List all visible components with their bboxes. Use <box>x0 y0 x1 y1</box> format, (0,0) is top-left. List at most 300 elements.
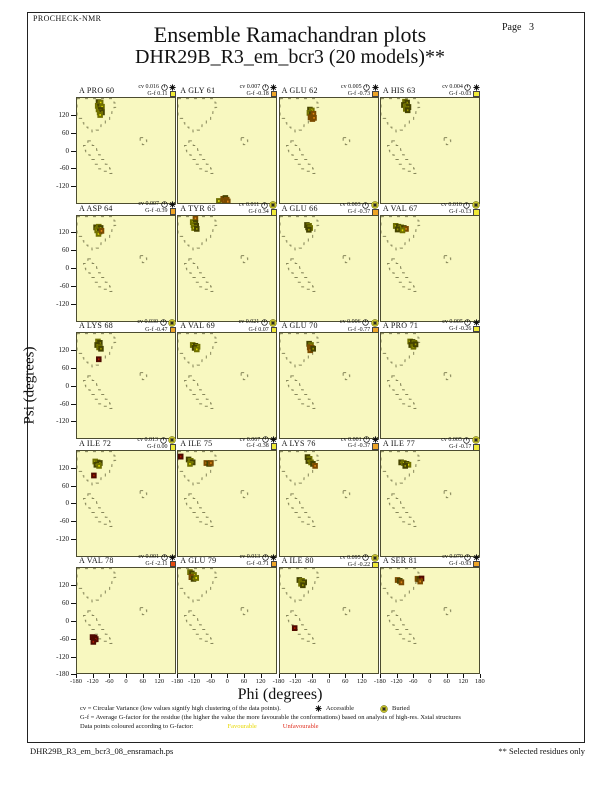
legend-favourable-label: Favourable <box>227 723 257 730</box>
region-beta <box>178 569 217 602</box>
cv-value: cv 0.003 <box>339 201 361 208</box>
y-tick-label: -120 <box>56 535 69 543</box>
cv-value: cv 0.070 <box>442 554 463 561</box>
accessible-icon <box>473 319 480 326</box>
gf-value: G-f -0.39 <box>145 208 168 215</box>
ramachandran-panel <box>380 215 480 322</box>
y-tick-mark <box>71 603 76 604</box>
cv-value: cv 0.013 <box>137 437 158 444</box>
page-title: Ensemble Ramachandran plots <box>153 22 427 47</box>
model-point <box>99 347 103 351</box>
legend-gf-text: G-f = Average G-factor for the residue (the higher the value the more favourable the conformations) based on analysis of high-res. Xstal structures <box>80 714 461 721</box>
gf-value: G-f -0.18 <box>246 90 269 97</box>
x-tick-label: 0 <box>428 678 432 686</box>
cv-dial-icon <box>464 554 471 561</box>
legend-buried-label: Buried <box>392 705 410 712</box>
legend-accessible-label: Accessible <box>325 705 354 712</box>
region-l_alpha <box>241 490 248 497</box>
ramachandran-panel <box>380 332 480 439</box>
region-alpha <box>387 376 415 409</box>
y-tick-mark <box>71 404 76 405</box>
accessible-icon <box>169 84 176 91</box>
model-point <box>179 454 183 458</box>
cv-dial-icon <box>464 84 471 91</box>
ramachandran-panel <box>76 215 176 322</box>
region-l_alpha <box>444 255 451 262</box>
y-tick-label: 0 <box>65 146 69 155</box>
region-l_alpha <box>343 373 350 380</box>
residue-label: A TYR 65 <box>180 203 216 213</box>
gf-value: G-f -0.03 <box>449 90 472 97</box>
ramachandran-panel <box>279 215 379 322</box>
model-point <box>209 461 213 465</box>
cv-value: cv 0.005 <box>441 437 462 444</box>
residue-label: A HIS 63 <box>382 86 416 95</box>
region-l_alpha <box>241 608 248 615</box>
y-tick-mark <box>71 268 76 269</box>
cv-value: cv 0.007 <box>239 83 261 90</box>
cv-dial-icon <box>463 437 470 444</box>
panel-stats <box>428 201 480 216</box>
region-alpha <box>286 258 314 291</box>
y-tick-mark <box>71 539 76 540</box>
ramachandran-panel <box>380 97 480 204</box>
cv-value: cv 0.030 <box>137 319 158 326</box>
region-l_alpha <box>140 608 147 615</box>
page-subtitle: DHR29B_R3_em_bcr3 (20 models)** <box>135 46 445 68</box>
buried-icon <box>269 201 277 209</box>
gf-value: G-f -0.17 <box>449 444 472 451</box>
residue-label: A VAL 78 <box>79 556 114 566</box>
panel-stats <box>124 84 176 98</box>
ramachandran-panel <box>380 567 480 674</box>
x-tick-label: 0 <box>326 678 331 686</box>
model-point <box>189 462 193 466</box>
accessible-icon <box>315 705 322 712</box>
residue-label: A ILE 75 <box>180 438 213 448</box>
ramachandran-panel <box>279 567 379 674</box>
cv-value: cv 0.067 <box>239 436 261 443</box>
residue-label: A PRO 60 <box>79 86 115 95</box>
y-tick-mark <box>71 486 76 487</box>
model-point <box>401 228 405 232</box>
region-l_alpha <box>343 138 350 145</box>
buried-icon <box>472 201 480 209</box>
region-alpha <box>387 258 415 291</box>
cv-dial-icon <box>463 202 470 209</box>
region-l_alpha <box>241 138 248 145</box>
cv-value: cv 0.021 <box>238 319 260 326</box>
ramachandran-panel <box>76 567 176 674</box>
y-tick-label: -120 <box>56 417 69 426</box>
region-l_alpha <box>444 373 451 380</box>
x-tick-label: -60 <box>104 678 114 686</box>
accessible-icon <box>270 436 277 443</box>
panel-stats <box>225 436 277 450</box>
model-point <box>293 627 297 631</box>
panel-stats <box>428 436 480 451</box>
region-l_alpha <box>241 255 248 262</box>
residue-label: A VAL 69 <box>180 321 216 331</box>
residue-label: A GLU 70 <box>281 321 318 331</box>
gf-value: G-f 0.00 <box>147 444 168 451</box>
model-point <box>98 113 102 117</box>
y-tick-label: 120 <box>58 228 69 237</box>
accessible-icon <box>169 554 176 561</box>
model-point <box>396 227 400 231</box>
y-tick-label: 60 <box>62 481 69 490</box>
cv-dial-icon <box>363 84 370 91</box>
region-l_alpha <box>343 255 350 262</box>
cv-dial-icon <box>160 437 167 444</box>
x-tick-label: -180 <box>272 678 285 686</box>
y-tick-label: -120 <box>56 299 69 308</box>
panel-stats <box>327 554 379 569</box>
model-point <box>312 116 316 120</box>
region-l_alpha <box>343 608 350 615</box>
residue-label: A PRO 71 <box>382 321 419 331</box>
cv-value: cv 0.095 <box>339 554 361 561</box>
region-alpha <box>387 611 415 644</box>
gf-value: G-f -0.93 <box>449 560 472 567</box>
x-tick-label: -60 <box>206 678 215 686</box>
panel-stats <box>124 201 176 215</box>
x-tick-label: -60 <box>307 678 317 686</box>
y-tick-label: -180 <box>56 670 69 679</box>
region-l_alpha <box>343 490 350 497</box>
y-tick-mark <box>71 421 76 422</box>
legend-cv-text: cv = Circular Variance (low values signify high clustering of the data points). <box>80 705 281 712</box>
region-beta <box>77 569 116 602</box>
y-tick-mark <box>71 621 76 622</box>
buried-icon <box>472 436 480 444</box>
page-number: Page 3 <box>502 22 534 33</box>
y-tick-mark <box>71 232 76 233</box>
region-beta <box>381 99 420 132</box>
accessible-icon <box>372 436 379 443</box>
region-beta <box>178 99 217 132</box>
model-point <box>97 464 101 468</box>
cv-dial-icon <box>362 319 369 326</box>
y-tick-mark <box>71 585 76 586</box>
x-tick-label: -120 <box>86 678 99 686</box>
residue-label: A GLU 79 <box>180 556 217 566</box>
region-alpha <box>84 376 112 409</box>
accessible-icon <box>372 84 379 91</box>
cv-dial-icon <box>160 319 167 326</box>
x-tick-label: 60 <box>139 678 146 686</box>
model-point <box>97 358 101 362</box>
region-alpha <box>84 258 112 291</box>
gf-value: G-f -2.11 <box>145 560 168 567</box>
panel-stats <box>327 436 379 450</box>
residue-label: A ILE 80 <box>281 556 314 566</box>
panel-stats <box>225 84 277 98</box>
y-tick-label: -60 <box>59 399 69 408</box>
y-tick-label: 0 <box>65 499 69 508</box>
panel-stats <box>428 319 480 333</box>
y-tick-label: 0 <box>65 381 69 390</box>
x-tick-label: 120 <box>458 678 469 686</box>
region-l_alpha <box>444 490 451 497</box>
region-beta <box>280 216 319 249</box>
model-point <box>92 473 96 477</box>
residue-label: A SER 81 <box>382 556 418 566</box>
residue-label: A GLU 62 <box>281 86 318 95</box>
y-tick-label: 60 <box>62 128 69 137</box>
y-tick-mark <box>71 350 76 351</box>
y-tick-label: -60 <box>59 281 69 290</box>
model-point <box>418 580 422 584</box>
region-alpha <box>387 494 415 527</box>
region-beta <box>178 451 217 484</box>
cv-value: cv 0.016 <box>138 83 159 90</box>
panel-stats <box>124 319 176 334</box>
ramachandran-panel <box>76 332 176 439</box>
cv-value: cv 0.007 <box>138 201 159 208</box>
region-l_alpha <box>140 138 147 145</box>
cv-value: cv 0.005 <box>442 318 463 325</box>
panel-stats <box>225 554 277 568</box>
accessible-icon <box>169 201 176 208</box>
legend-unfavourable-label: Unfavourable <box>282 723 319 730</box>
x-tick-label: 120 <box>255 678 266 686</box>
cv-dial-icon <box>362 202 369 209</box>
cv-value: cv 0.001 <box>340 436 362 443</box>
region-l_alpha <box>140 490 147 497</box>
ramachandran-panel <box>76 450 176 557</box>
y-tick-mark <box>71 521 76 522</box>
ramachandran-panel <box>177 332 277 439</box>
ramachandran-panel <box>76 97 176 204</box>
gf-value: G-f -0.38 <box>246 443 269 450</box>
legend <box>80 704 550 731</box>
region-beta <box>381 451 420 484</box>
region-beta <box>381 334 420 367</box>
app-name: PROCHECK-NMR <box>33 14 102 23</box>
y-tick-mark <box>71 168 76 169</box>
y-tick-mark <box>71 368 76 369</box>
y-tick-mark <box>71 115 76 116</box>
y-tick-label: -120 <box>56 182 69 191</box>
panel-stats <box>124 436 176 451</box>
x-tick-label: -60 <box>408 678 418 686</box>
ramachandran-panel <box>177 450 277 557</box>
residue-label: A ILE 72 <box>79 438 112 448</box>
panel-stats <box>327 319 379 334</box>
model-point <box>311 347 315 351</box>
gf-value: G-f 0.11 <box>147 90 168 97</box>
residue-label: A LYS 68 <box>79 321 114 331</box>
footer-note: ** Selected residues only <box>498 746 585 756</box>
model-point <box>400 581 404 585</box>
buried-icon <box>371 554 379 562</box>
ramachandran-panel <box>177 97 277 204</box>
y-tick-label: -60 <box>59 517 69 526</box>
panel-stats <box>124 554 176 568</box>
y-tick-label: 0 <box>65 264 69 273</box>
region-alpha <box>286 494 314 527</box>
region-alpha <box>286 141 314 174</box>
x-tick-label: 0 <box>225 678 229 686</box>
cv-value: cv 0.010 <box>441 201 462 208</box>
cv-dial-icon <box>464 319 471 326</box>
residue-label: A ILE 77 <box>382 438 416 448</box>
model-point <box>195 227 199 231</box>
y-tick-label: 60 <box>62 246 69 255</box>
ramachandran-panel <box>279 97 379 204</box>
cv-dial-icon <box>261 202 268 209</box>
model-point <box>217 199 221 203</box>
x-tick-label: 60 <box>240 678 248 686</box>
gf-value: G-f -0.71 <box>246 560 269 567</box>
model-point <box>195 348 199 352</box>
y-tick-mark <box>71 133 76 134</box>
y-tick-mark <box>71 186 76 187</box>
y-tick-mark <box>71 386 76 387</box>
cv-value: cv 0.011 <box>238 201 260 208</box>
footer-filename: DHR29B_R3_em_bcr3_08_ensramach.ps <box>30 746 174 756</box>
residue-label: A GLU 66 <box>281 203 318 213</box>
residue-label: A GLY 61 <box>180 86 216 95</box>
y-tick-mark <box>71 304 76 305</box>
buried-icon <box>380 705 388 713</box>
region-l_alpha <box>444 608 451 615</box>
region-l_alpha <box>140 373 147 380</box>
y-tick-label: 120 <box>58 110 69 119</box>
ramachandran-panel <box>177 215 277 322</box>
cv-value: cv 0.001 <box>138 554 159 561</box>
y-axis-label: Psi (degrees) <box>21 346 38 425</box>
x-tick-label: -120 <box>188 678 200 686</box>
model-point <box>301 584 305 588</box>
panel-stats <box>327 84 379 98</box>
x-tick-label: 60 <box>342 678 349 686</box>
ramachandran-panel <box>380 450 480 557</box>
region-beta <box>381 569 420 602</box>
ramachandran-panel <box>279 332 379 439</box>
region-alpha <box>185 611 213 644</box>
accessible-icon <box>270 554 277 561</box>
region-alpha <box>185 376 213 409</box>
buried-icon <box>269 319 277 327</box>
y-tick-mark <box>71 468 76 469</box>
buried-icon <box>168 436 176 444</box>
legend-colour-text: Data points coloured according to G-factor: <box>80 723 194 730</box>
region-alpha <box>387 141 415 174</box>
gf-value: G-f -0.26 <box>449 325 472 332</box>
gf-value: G-f -0.73 <box>347 90 371 97</box>
region-alpha <box>84 494 112 527</box>
gf-value: G-f -0.22 <box>347 561 371 568</box>
buried-icon <box>168 319 176 327</box>
cv-dial-icon <box>262 554 269 561</box>
gf-value: G-f -0.13 <box>449 209 472 216</box>
residue-label: A ASP 64 <box>79 203 113 213</box>
cv-dial-icon <box>261 319 268 326</box>
y-tick-label: 120 <box>58 463 69 472</box>
y-tick-label: -60 <box>59 164 69 173</box>
y-tick-label: -60 <box>59 634 69 643</box>
y-tick-mark <box>71 657 76 658</box>
panel-stats <box>225 319 277 334</box>
ramachandran-panel <box>177 567 277 674</box>
gf-value: G-f 0.34 <box>248 209 269 216</box>
cv-dial-icon <box>161 554 168 561</box>
x-axis-label: Phi (degrees) <box>237 686 323 703</box>
y-tick-mark <box>71 639 76 640</box>
accessible-icon <box>270 84 277 91</box>
model-point <box>307 227 311 231</box>
model-point <box>195 576 199 580</box>
accessible-icon <box>473 84 480 91</box>
x-tick-label: 0 <box>124 678 128 686</box>
cv-value: cv 0.006 <box>339 319 361 326</box>
region-alpha <box>286 611 314 644</box>
panel-stats <box>327 201 379 216</box>
model-point <box>92 640 96 644</box>
cv-dial-icon <box>362 554 369 561</box>
region-l_alpha <box>140 255 147 262</box>
region-alpha <box>185 141 213 174</box>
model-point <box>313 464 317 468</box>
region-l_alpha <box>241 373 248 380</box>
y-tick-label: -120 <box>56 652 69 661</box>
cv-value: cv 0.004 <box>442 83 463 90</box>
x-tick-label: -180 <box>171 678 184 686</box>
model-point <box>100 229 104 233</box>
x-tick-label: 180 <box>475 678 485 686</box>
ramachandran-panel <box>279 450 379 557</box>
gf-value: G-f -0.37 <box>347 443 371 450</box>
x-tick-label: -180 <box>70 678 82 686</box>
x-tick-label: 60 <box>443 678 450 686</box>
cv-value: cv 0.013 <box>239 554 261 561</box>
region-l_alpha <box>444 138 451 145</box>
residue-label: A VAL 67 <box>382 203 418 213</box>
region-alpha <box>185 258 213 291</box>
accessible-icon <box>473 554 480 561</box>
y-tick-label: 120 <box>58 581 69 590</box>
model-point <box>414 343 418 347</box>
cv-dial-icon <box>161 84 168 91</box>
y-tick-label: 0 <box>65 616 69 625</box>
x-tick-label: -180 <box>373 678 386 686</box>
region-beta <box>381 216 420 249</box>
gf-value: G-f -0.37 <box>347 209 371 216</box>
region-alpha <box>286 376 314 409</box>
buried-icon <box>371 319 379 327</box>
y-tick-mark <box>71 286 76 287</box>
panel-stats <box>428 554 480 568</box>
residue-label: A LYS 76 <box>281 438 316 448</box>
cv-dial-icon <box>262 84 269 91</box>
y-tick-mark <box>71 151 76 152</box>
x-tick-label: 120 <box>357 678 367 686</box>
panel-stats <box>428 84 480 98</box>
panel-stats <box>225 201 277 216</box>
buried-icon <box>371 201 379 209</box>
y-tick-label: 60 <box>62 363 69 372</box>
gf-value: G-f 0.07 <box>248 326 269 333</box>
cv-value: cv 0.005 <box>340 83 362 90</box>
y-tick-label: 120 <box>58 346 69 354</box>
y-tick-mark <box>71 503 76 504</box>
y-tick-mark <box>71 250 76 251</box>
model-point <box>403 464 407 468</box>
region-alpha <box>84 141 112 174</box>
x-tick-label: -120 <box>390 678 403 686</box>
